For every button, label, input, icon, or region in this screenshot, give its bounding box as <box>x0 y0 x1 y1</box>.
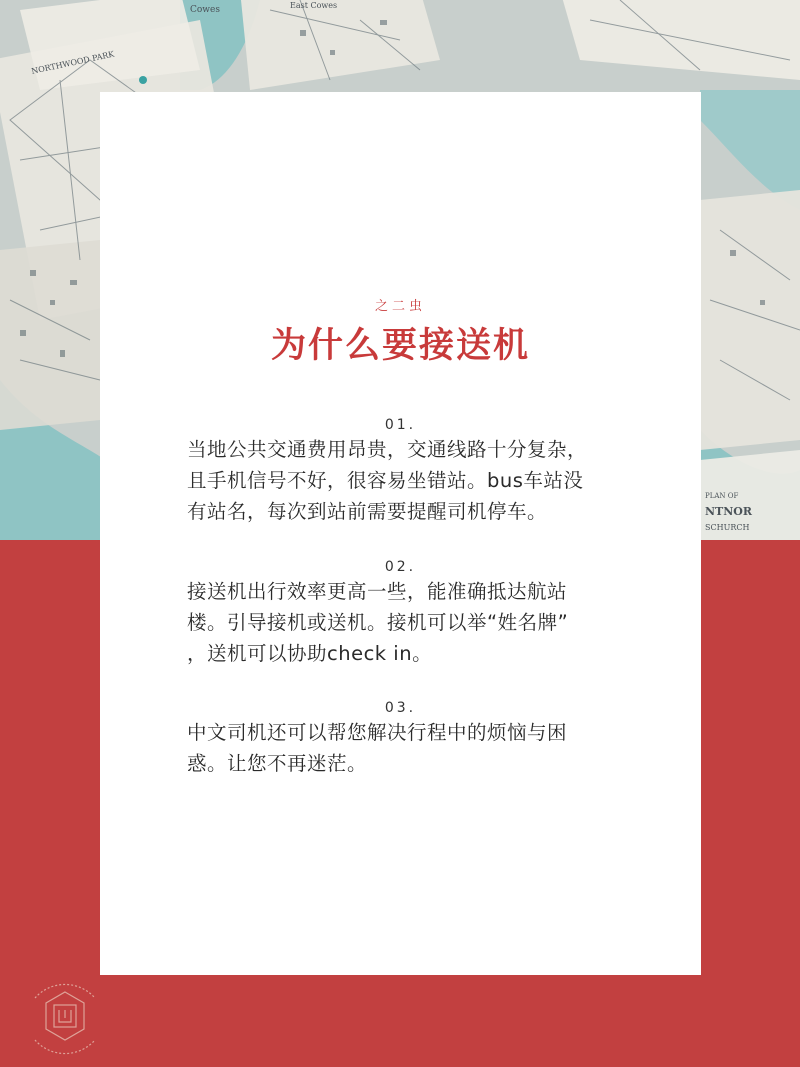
item-line: 有站名，每次到站前需要提醒司机停车。 <box>187 500 548 523</box>
svg-text:PLAN OF: PLAN OF <box>705 492 739 500</box>
content-card <box>100 92 701 975</box>
card-subtitle: 之二虫 <box>374 299 426 314</box>
item-line: 中文司机还可以帮您解决行程中的烦恼与困 <box>187 721 568 744</box>
item-line: ，送机可以协助check in。 <box>187 642 433 665</box>
item-text <box>187 576 617 669</box>
item-text <box>187 434 617 527</box>
item-line: 当地公共交通费用昂贵，交通线路十分复杂， <box>187 438 588 461</box>
item-text <box>187 717 617 779</box>
item-line: 楼。引导接机或送机。接机可以举“姓名牌” <box>187 611 569 634</box>
item-number: 02. <box>384 559 417 575</box>
item-number: 03. <box>384 700 417 716</box>
item-line: 且手机信号不好，很容易坐错站。bus车站没 <box>187 469 584 492</box>
item-line: 惑。让您不再迷茫。 <box>187 752 368 775</box>
svg-text:Cowes: Cowes <box>190 5 220 15</box>
item-line: 接送机出行效率更高一些，能准确抵达航站 <box>187 580 568 603</box>
card-title: 为什么要接送机 <box>270 326 530 366</box>
svg-text:NORTHWOOD PARK: NORTHWOOD PARK <box>30 49 116 76</box>
item-number: 01. <box>384 417 417 433</box>
svg-text:SCHURCH: SCHURCH <box>705 523 750 532</box>
svg-text:NTNOR: NTNOR <box>705 505 753 518</box>
svg-text:East Cowes: East Cowes <box>290 1 338 10</box>
brand-logo-icon <box>20 978 110 1058</box>
